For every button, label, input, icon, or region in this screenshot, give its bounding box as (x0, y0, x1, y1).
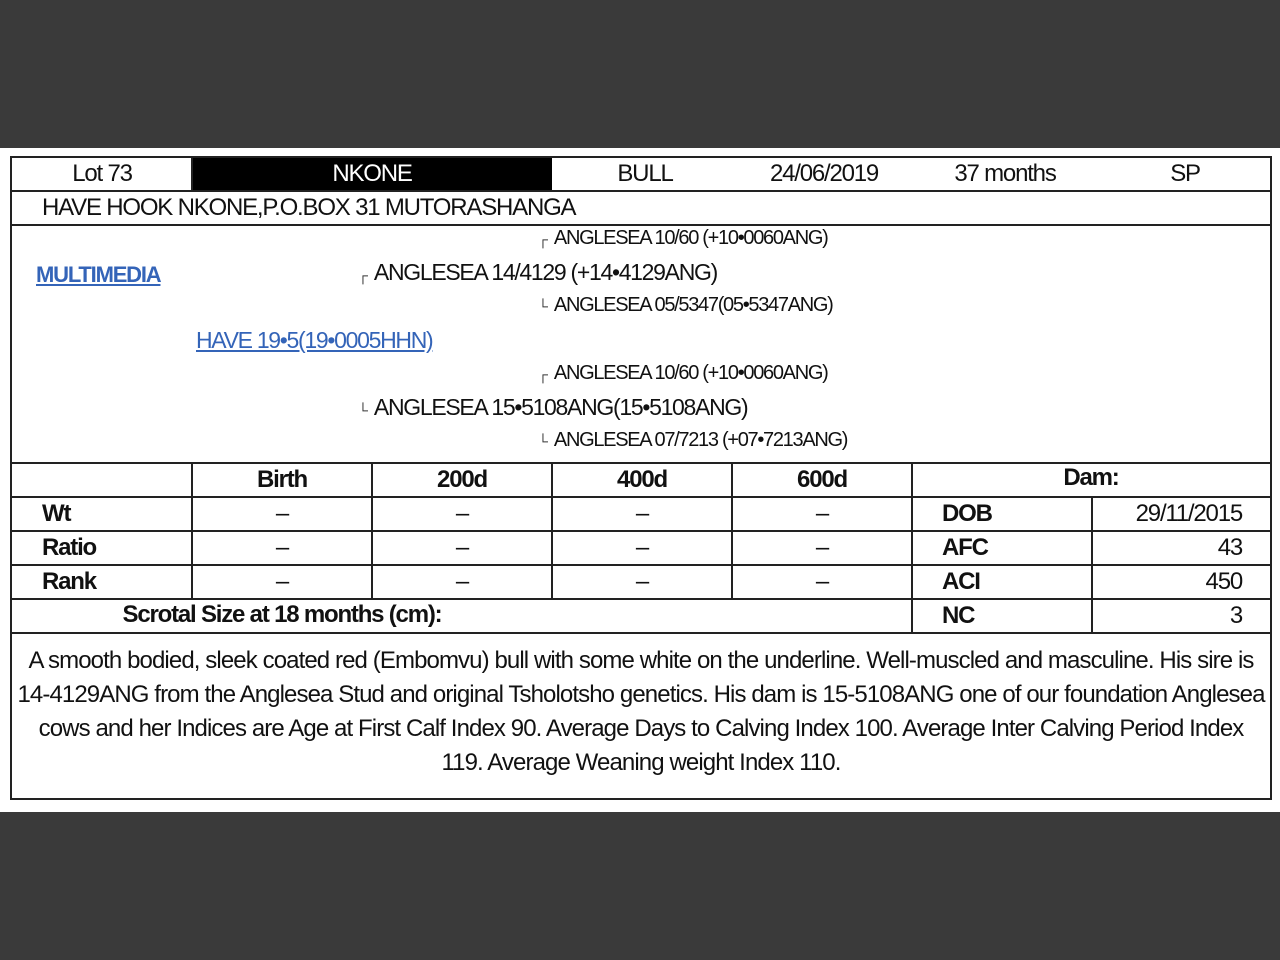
animal-age: 37 months (954, 160, 1056, 187)
divider (371, 464, 373, 598)
dam-label: NC (942, 602, 975, 629)
table-cell: – (275, 534, 289, 561)
pedigree-dam-dam: └ ANGLESEA 07/7213 (+07•7213ANG) (538, 429, 848, 451)
table-cell: – (455, 568, 469, 595)
divider (191, 464, 193, 598)
table-cell: – (455, 500, 469, 527)
divider (12, 224, 1270, 226)
row-label: Wt (42, 500, 71, 527)
breeder-address: HAVE HOOK NKONE,P.O.BOX 31 MUTORASHANGA (42, 194, 576, 221)
table-cell: – (815, 500, 829, 527)
col-header: 200d (437, 466, 487, 493)
divider (1091, 498, 1093, 632)
divider (12, 632, 1270, 634)
animal-dob: 24/06/2019 (769, 160, 879, 187)
pedigree-sire-sire: ┌ ANGLESEA 10/60 (+10•0060ANG) (538, 227, 828, 249)
multimedia-link[interactable]: MULTIMEDIA (36, 262, 161, 287)
animal-id-link[interactable]: HAVE 19•5(19•0005HHN) (196, 327, 433, 353)
animal-code: SP (1170, 160, 1200, 187)
scrotal-size-label: Scrotal Size at 18 months (cm): (122, 601, 442, 628)
table-cell: – (275, 568, 289, 595)
row-label: Rank (42, 568, 96, 595)
row-label: Ratio (42, 534, 97, 561)
bracket-icon: ┌ (358, 267, 368, 283)
bracket-icon: └ (538, 298, 548, 314)
animal-name: NKONE (192, 158, 552, 190)
pedigree-sire: ┌ ANGLESEA 14/4129 (+14•4129ANG) (358, 259, 717, 285)
pedigree-dam-sire: ┌ ANGLESEA 10/60 (+10•0060ANG) (538, 362, 828, 384)
dam-title: Dam: (1063, 464, 1119, 491)
lot-number: Lot 73 (72, 160, 132, 187)
dam-label: AFC (942, 534, 988, 561)
dam-value: 29/11/2015 (1135, 500, 1242, 527)
table-cell: – (815, 568, 829, 595)
table-cell: – (635, 568, 649, 595)
divider (191, 158, 193, 190)
pedigree-sire-dam: └ ANGLESEA 05/5347(05•5347ANG) (538, 294, 833, 316)
bracket-icon: ┌ (538, 366, 548, 382)
bracket-icon: ┌ (538, 231, 548, 247)
table-cell: – (635, 534, 649, 561)
dam-label: DOB (942, 500, 992, 527)
pedigree-dam: └ ANGLESEA 15•5108ANG(15•5108ANG) (358, 394, 748, 420)
bracket-icon: └ (538, 433, 548, 449)
animal-description: A smooth bodied, sleek coated red (Embomvu) bull with some white on the underline. Well-muscled and masculine. His sire is 14-4129ANG from the Anglesea Stud and original Tsholotsho genetics. His dam is 15-5108ANG one of our foundation Anglesea cows and her Indices are Age at First Calf Index 90. Average Days to Calving Index 100. Average Inter Calving Period Index 119. Average Weaning weight Index 110. (17, 647, 1265, 776)
dam-value: 450 (1205, 568, 1242, 595)
dam-value: 3 (1229, 602, 1242, 629)
lot-sheet (0, 148, 1280, 812)
col-header: 400d (617, 466, 667, 493)
lot-card (10, 156, 1272, 800)
table-cell: – (275, 500, 289, 527)
dam-value: 43 (1217, 534, 1242, 561)
table-cell: – (815, 534, 829, 561)
table-cell: – (635, 500, 649, 527)
table-cell: – (455, 534, 469, 561)
divider (731, 464, 733, 598)
dam-label: ACI (942, 568, 980, 595)
divider (911, 464, 913, 632)
divider (551, 464, 553, 598)
animal-sex: BULL (617, 160, 673, 187)
col-header: Birth (257, 466, 307, 493)
bracket-icon: └ (358, 402, 368, 418)
scrotal-size-value (452, 600, 912, 630)
col-header: 600d (797, 466, 847, 493)
